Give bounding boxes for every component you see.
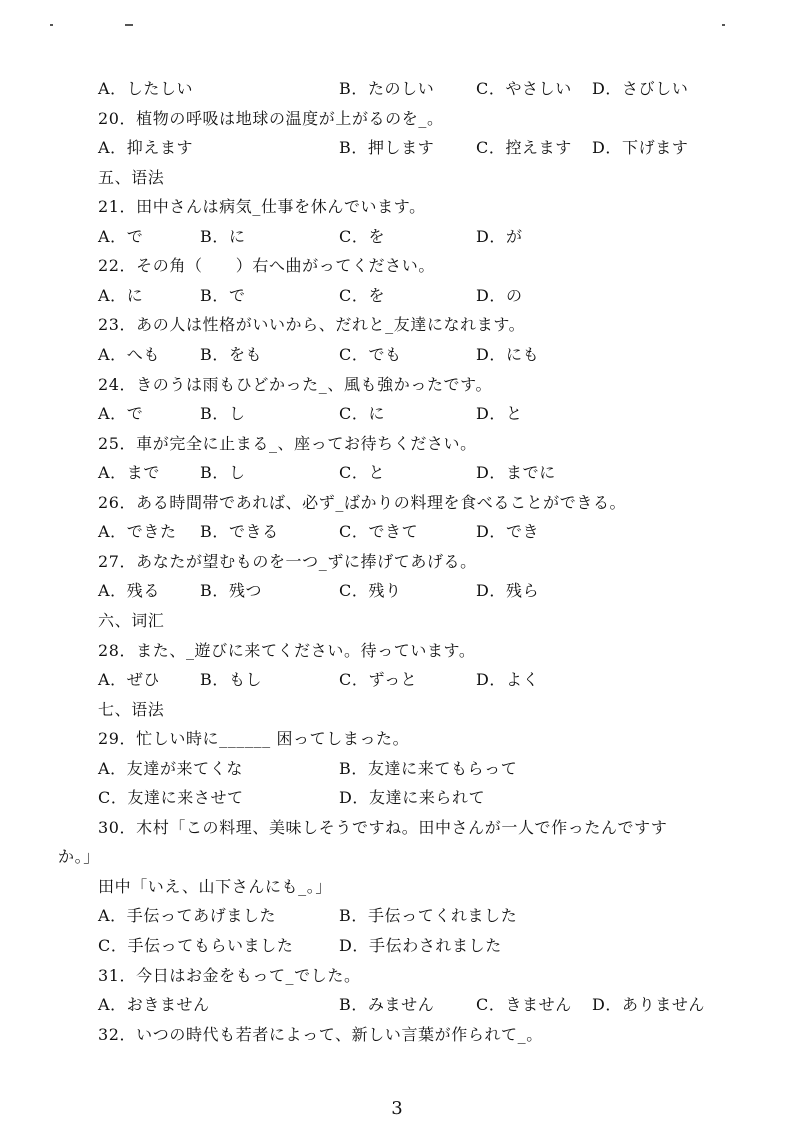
line-segment: か。」 [58, 847, 100, 867]
text-line [0, 196, 794, 218]
line-segment: B．みません [339, 995, 435, 1015]
text-line [0, 551, 794, 573]
text-line [0, 521, 794, 543]
line-segment: A．手伝ってあげました [98, 906, 277, 926]
line-segment: 六、词汇 [98, 610, 165, 630]
line-segment: A．おきません [98, 995, 210, 1015]
text-line [0, 640, 794, 662]
line-segment: 24．きのうは雨もひどかった_、風も強かったです。 [98, 374, 493, 394]
text-line [0, 433, 794, 455]
text-line [0, 965, 794, 987]
line-segment: B．し [200, 463, 246, 483]
line-segment: A．できた [98, 522, 177, 542]
line-segment: B．たのしい [339, 79, 435, 98]
line-segment: D．でき [476, 522, 540, 542]
line-segment: D．が [476, 226, 523, 246]
line-segment: A．友達が来てくな [98, 758, 243, 778]
page-number: 3 [391, 1098, 403, 1119]
line-segment: A．で [98, 226, 144, 246]
line-segment: 27．あなたが望むものを一つ_ずに捧げてあげる。 [98, 551, 477, 571]
line-segment: 30．木村「この料理、美味しそうですね。田中さんが一人で作ったんですす [98, 817, 668, 837]
line-segment: C．でも [339, 344, 402, 364]
line-segment: B．もし [200, 670, 263, 689]
text-line [0, 78, 794, 100]
scan-speck [125, 24, 133, 26]
line-segment: A．したしい [98, 79, 194, 98]
text-line [0, 374, 794, 396]
line-segment: B．で [200, 285, 246, 305]
line-segment: 32．いつの時代も若者によって、新しい言葉が作られて_。 [98, 1024, 543, 1044]
line-segment: D．下げます [592, 138, 689, 158]
line-segment: B．残つ [200, 581, 263, 601]
scan-speck [722, 24, 725, 26]
line-segment: B．押します [339, 138, 435, 158]
text-line [0, 403, 794, 425]
text-line [0, 285, 794, 307]
text-line [0, 817, 794, 839]
line-segment: B．できる [200, 522, 279, 542]
line-segment: D．よく [476, 670, 540, 689]
line-segment: 23．あの人は性格がいいから、だれと_友達になれます。 [98, 315, 526, 335]
line-segment: C．に [339, 404, 386, 424]
line-segment: B．をも [200, 344, 263, 364]
line-segment: B．手伝ってくれました [339, 906, 518, 926]
line-segment: 22．その角（ ）右へ曲がってください。 [98, 256, 435, 276]
line-segment: A．ぜひ [98, 670, 160, 689]
text-line [0, 492, 794, 514]
line-segment: A．で [98, 404, 144, 424]
line-segment: C．控えます [476, 138, 572, 158]
line-segment: D．友達に来られて [339, 788, 486, 808]
text-line [0, 1024, 794, 1046]
text-line [0, 226, 794, 248]
text-line [0, 137, 794, 159]
line-segment: A．へも [98, 344, 160, 364]
line-segment: C．ずっと [339, 670, 418, 689]
scan-speck [50, 24, 53, 26]
line-segment: D．手伝わされました [339, 936, 502, 955]
text-line [0, 994, 794, 1016]
text-line [0, 699, 794, 721]
text-line [0, 787, 794, 809]
line-segment: 26．ある時間帯であれば、必ず_ばかりの料理を食べることができる。 [98, 492, 627, 512]
line-segment: C．友達に来させて [98, 788, 244, 808]
line-segment: 20．植物の呼吸は地球の温度が上がるのを_。 [98, 108, 444, 128]
text-line [0, 167, 794, 189]
line-segment: D．さびしい [592, 79, 689, 98]
line-segment: D．の [476, 285, 523, 305]
line-segment: A．抑えます [98, 138, 194, 158]
text-line [0, 314, 794, 336]
line-segment: D．にも [476, 344, 540, 364]
line-segment: 五、语法 [98, 167, 165, 187]
line-segment: 21．田中さんは病気_仕事を休んでいます。 [98, 197, 426, 217]
line-segment: 28．また、_遊びに来てください。待っています。 [98, 640, 476, 660]
text-line [0, 462, 794, 484]
line-segment: A．まで [98, 463, 160, 483]
line-segment: D．と [476, 404, 523, 424]
line-segment: B．し [200, 404, 246, 424]
text-line [0, 846, 794, 868]
text-line [0, 905, 794, 927]
line-segment: D．ありません [592, 995, 706, 1015]
line-segment: 田中「いえ、山下さんにも_。」 [98, 876, 332, 896]
line-segment: 七、语法 [98, 699, 165, 719]
line-segment: B．友達に来てもらって [339, 758, 518, 778]
line-segment: D．残ら [476, 581, 540, 601]
line-segment: 31．今日はお金をもって_でした。 [98, 965, 361, 985]
line-segment: C．を [339, 285, 386, 305]
text-line [0, 108, 794, 130]
line-segment: C．と [339, 463, 386, 483]
line-segment: D．までに [476, 463, 556, 483]
text-line [0, 255, 794, 277]
line-segment: C．できて [339, 522, 419, 542]
text-line [0, 758, 794, 780]
line-segment: C．残り [339, 581, 402, 601]
text-line [0, 344, 794, 366]
line-segment: 29．忙しい時に______ 困ってしまった。 [98, 729, 410, 749]
text-line [0, 728, 794, 750]
text-line [0, 580, 794, 602]
line-segment: C．手伝ってもらいました [98, 936, 294, 955]
line-segment: A．に [98, 285, 144, 305]
text-line [0, 935, 794, 957]
line-segment: C．きません [476, 995, 572, 1015]
line-segment: C．を [339, 226, 386, 246]
text-line [0, 610, 794, 632]
line-segment: C．やさしい [476, 79, 572, 98]
text-line [0, 669, 794, 691]
line-segment: 25．車が完全に止まる_、座ってお待ちください。 [98, 433, 477, 453]
line-segment: B．に [200, 226, 246, 246]
line-segment: A．残る [98, 581, 160, 601]
text-line [0, 876, 794, 898]
